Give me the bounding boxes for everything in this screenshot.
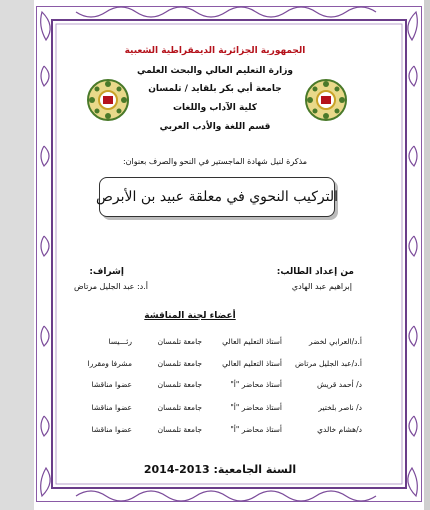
- faculty-heading: كلية الآداب واللغات: [172, 103, 258, 113]
- member-role: مشرفا ومقررا: [87, 359, 132, 368]
- university-heading: جامعة أبي بكر بلقايد / تلمسان: [148, 84, 282, 94]
- member-name: د/ أحمد قريش: [317, 380, 362, 389]
- member-rank: أستاذ التعليم العالي: [222, 337, 282, 346]
- thesis-purpose: مذكرة لنيل شهادة الماجستير في النحو والصرف بعنوان:: [122, 157, 308, 166]
- member-university: جامعة تلمسان: [157, 337, 202, 346]
- thesis-title-box: [96, 177, 339, 217]
- member-rank: أستاذ التعليم العالي: [222, 359, 282, 368]
- member-rank: أستاذ محاضر "أ": [230, 425, 282, 434]
- left-margin-strip: [0, 0, 34, 510]
- student-label: من إعداد الطالب:: [276, 267, 354, 277]
- committee-row: [70, 425, 362, 439]
- member-name: د/ ناصر بلختير: [318, 403, 362, 412]
- member-university: جامعة تلمسان: [157, 425, 202, 434]
- committee-title: أعضاء لجنة المناقشة: [144, 311, 236, 321]
- member-name: أ.د/العرابي لخضر: [308, 337, 362, 346]
- department-heading: قسم اللغة والأدب العربي: [159, 122, 271, 132]
- member-university: جامعة تلمسان: [157, 359, 202, 368]
- right-margin-strip: [424, 0, 430, 510]
- member-role: عضوا مناقشا: [91, 380, 132, 389]
- member-university: جامعة تلمسان: [157, 403, 202, 412]
- university-emblem-right-icon: [304, 78, 348, 122]
- member-role: عضوا مناقشا: [91, 403, 132, 412]
- member-university: جامعة تلمسان: [157, 380, 202, 389]
- member-rank: أستاذ محاضر "أ": [230, 403, 282, 412]
- member-role: رئـــيسا: [108, 337, 132, 346]
- committee-row: [70, 403, 362, 417]
- committee-row: [70, 359, 362, 373]
- member-name: د/هشام خالدي: [317, 425, 362, 434]
- ministry-heading: وزارة التعليم العالي والبحث العلمي: [136, 66, 294, 76]
- supervisor-label: إشراف:: [89, 267, 124, 277]
- supervisor-name: أ.د: عبد الجليل مرتاض: [73, 282, 148, 291]
- member-rank: أستاذ محاضر "أ": [230, 380, 282, 389]
- republic-heading: الجمهورية الجزائرية الديمقراطية الشعبية: [124, 46, 306, 56]
- member-role: عضوا مناقشا: [91, 425, 132, 434]
- member-name: أ.د/عبد الجليل مرتاض: [294, 359, 362, 368]
- student-name: إبراهيم عبد الهادي: [291, 282, 352, 291]
- committee-row: [70, 380, 362, 394]
- thesis-title: التركيب النحوي في معلقة عبيد بن الأبرص: [96, 189, 339, 205]
- academic-year: السنة الجامعية: 2013-2014: [143, 463, 297, 476]
- committee-row: [70, 337, 362, 351]
